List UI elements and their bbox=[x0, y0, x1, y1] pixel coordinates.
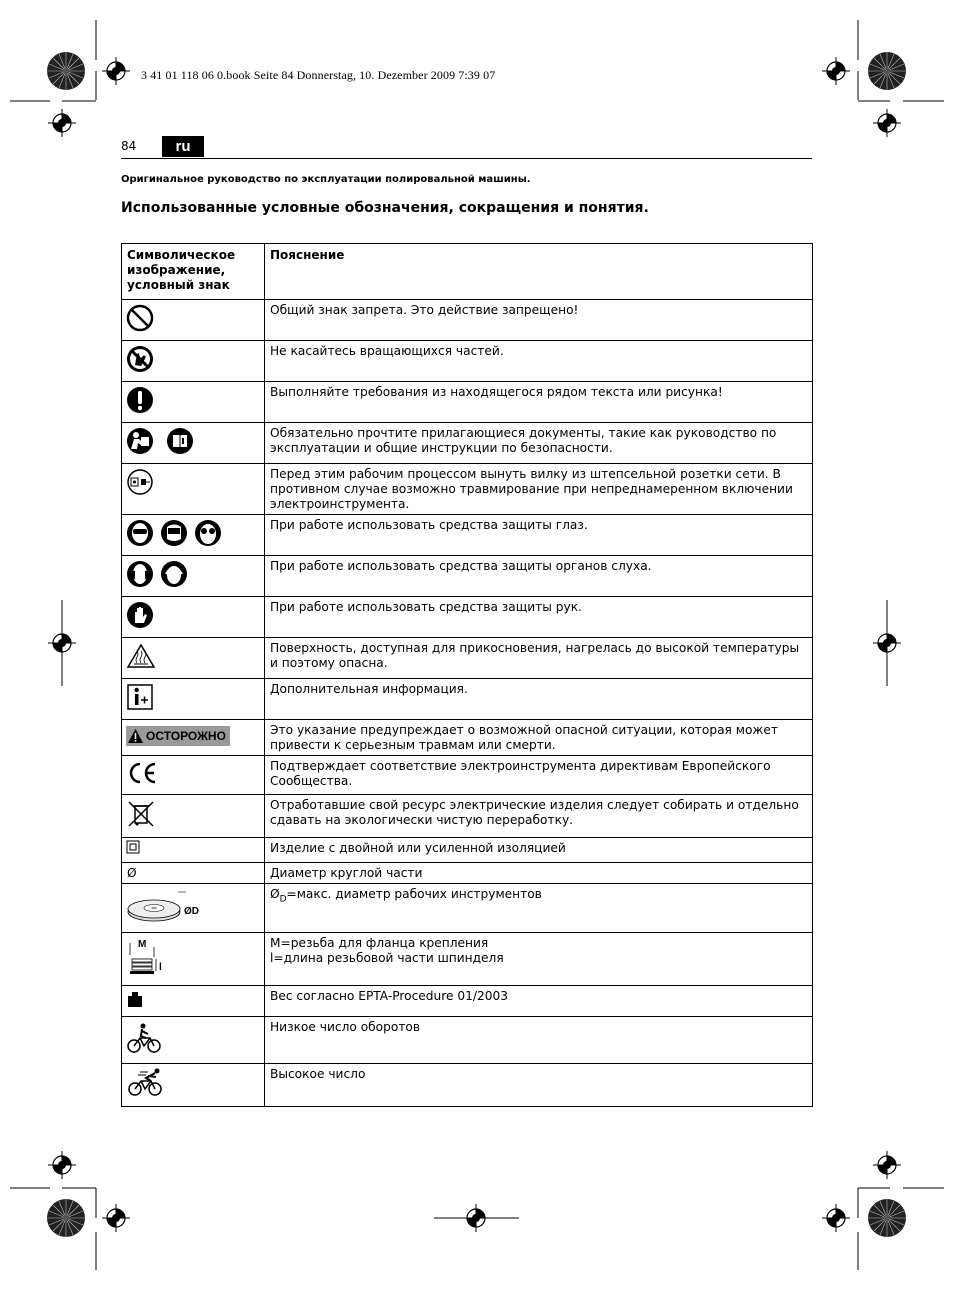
explanation-cell: Не касайтесь вращающихся частей. bbox=[265, 341, 813, 382]
hot-surface-icon bbox=[126, 642, 156, 674]
explanation-cell: Поверхность, доступная для прикосновения, нагрелась до высокой температуры и поэтому опасна. bbox=[265, 638, 813, 679]
spindle-thread-icon bbox=[126, 937, 170, 981]
explanation-cell: Это указание предупреждает о возможной опасной ситуации, которая может привести к серьезным травмам или смерти. bbox=[265, 720, 813, 756]
explanation-cell: $Ø_D=макс$. диаметр рабочих инструментов bbox=[265, 884, 813, 933]
table-row bbox=[122, 464, 813, 515]
exclamation-icon bbox=[126, 386, 154, 418]
page-number: 84 bbox=[121, 139, 137, 153]
ear-protection-icon bbox=[126, 560, 154, 592]
col-header-explanation: Пояснение bbox=[265, 244, 813, 300]
explanation-cell: Выполняйте требования из находящегося рядом текста или рисунка! bbox=[265, 382, 813, 423]
symbols-table bbox=[121, 243, 813, 1107]
goggles-icon bbox=[126, 519, 154, 551]
high-speed-bike-icon bbox=[126, 1068, 164, 1102]
tool-diameter-label: ØD bbox=[184, 906, 199, 917]
table-row bbox=[122, 382, 813, 423]
explanation-cell: Изделие с двойной или усиленной изоляцией bbox=[265, 838, 813, 863]
unplug-icon bbox=[126, 468, 154, 500]
explanation-cell: Низкое число оборотов bbox=[265, 1017, 813, 1064]
caution-label: ОСТОРОЖНО bbox=[126, 726, 230, 746]
double-insulation-icon bbox=[126, 840, 140, 858]
face-shield-icon bbox=[160, 519, 188, 551]
explanation-cell: Общий знак запрета. Это действие запрещено! bbox=[265, 300, 813, 341]
language-tag: ru bbox=[162, 136, 204, 157]
table-row bbox=[122, 638, 813, 679]
manual-book-icon bbox=[166, 427, 194, 459]
table-row bbox=[122, 863, 813, 884]
explanation-cell: При работе использовать средства защиты органов слуха. bbox=[265, 556, 813, 597]
table-row bbox=[122, 300, 813, 341]
ear-muffs-icon bbox=[160, 560, 188, 592]
table-row bbox=[122, 756, 813, 795]
read-manual-icon bbox=[126, 427, 154, 459]
explanation-cell: Высокое число bbox=[265, 1064, 813, 1107]
explanation-cell: Отработавшие свой ресурс электрические изделия следует собирать и отдельно сдавать на экологически чистую переработку. bbox=[265, 795, 813, 838]
gloves-icon bbox=[126, 601, 154, 633]
thread-label-m: M bbox=[138, 939, 147, 950]
table-row bbox=[122, 986, 813, 1017]
ce-mark-icon bbox=[126, 760, 158, 790]
table-row bbox=[122, 795, 813, 838]
manual-subtitle: Оригинальное руководство по эксплуатации полировальной машины. bbox=[121, 174, 531, 185]
table-row bbox=[122, 720, 813, 756]
weee-bin-icon bbox=[126, 799, 156, 833]
prohibition-icon bbox=[126, 304, 154, 336]
book-info-line: 3 41 01 118 06 0.book Seite 84 Donnerstag, 10. Dezember 2009 7:39 07 bbox=[141, 68, 496, 82]
table-row bbox=[122, 556, 813, 597]
thread-label-l: l bbox=[159, 962, 162, 973]
section-heading: Использованные условные обозначения, сокращения и понятия. bbox=[121, 200, 649, 216]
table-row bbox=[122, 679, 813, 720]
table-row bbox=[122, 341, 813, 382]
table-header-row bbox=[122, 244, 813, 300]
explanation-cell: Подтверждает соответствие электроинструмента директивам Европейского Сообщества. bbox=[265, 756, 813, 795]
table-row bbox=[122, 597, 813, 638]
explanation-cell: При работе использовать средства защиты глаз. bbox=[265, 515, 813, 556]
explanation-cell: M=резьба для фланца крепления l=длина резьбовой части шпинделя bbox=[265, 933, 813, 986]
no-touch-rotating-icon bbox=[126, 345, 154, 377]
info-icon bbox=[126, 683, 154, 715]
explanation-cell: Перед этим рабочим процессом вынуть вилку из штепсельной розетки сети. В противном случае возможно травмирование при непреднамеренном включении электроинструмента. bbox=[265, 464, 813, 515]
warning-triangle-icon bbox=[128, 729, 143, 743]
table-row bbox=[122, 1064, 813, 1107]
diameter-icon: Ø bbox=[122, 863, 265, 884]
explanation-cell: Дополнительная информация. bbox=[265, 679, 813, 720]
weight-icon bbox=[126, 990, 144, 1012]
explanation-cell: При работе использовать средства защиты рук. bbox=[265, 597, 813, 638]
table-row bbox=[122, 884, 813, 933]
explanation-cell: Вес согласно EPTA-Procedure 01/2003 bbox=[265, 986, 813, 1017]
table-row bbox=[122, 423, 813, 464]
header-divider bbox=[121, 158, 812, 159]
explanation-cell: Диаметр круглой части bbox=[265, 863, 813, 884]
table-row bbox=[122, 838, 813, 863]
col-header-symbol: Символическое изображение, условный знак bbox=[122, 244, 265, 300]
low-speed-bike-icon bbox=[126, 1021, 162, 1059]
table-row bbox=[122, 515, 813, 556]
table-row bbox=[122, 1017, 813, 1064]
safety-glasses-icon bbox=[194, 519, 222, 551]
table-row bbox=[122, 933, 813, 986]
explanation-cell: Обязательно прочтите прилагающиеся документы, такие как руководство по эксплуатации и общие инструкции по безопасности. bbox=[265, 423, 813, 464]
tool-diameter-icon bbox=[126, 888, 206, 928]
